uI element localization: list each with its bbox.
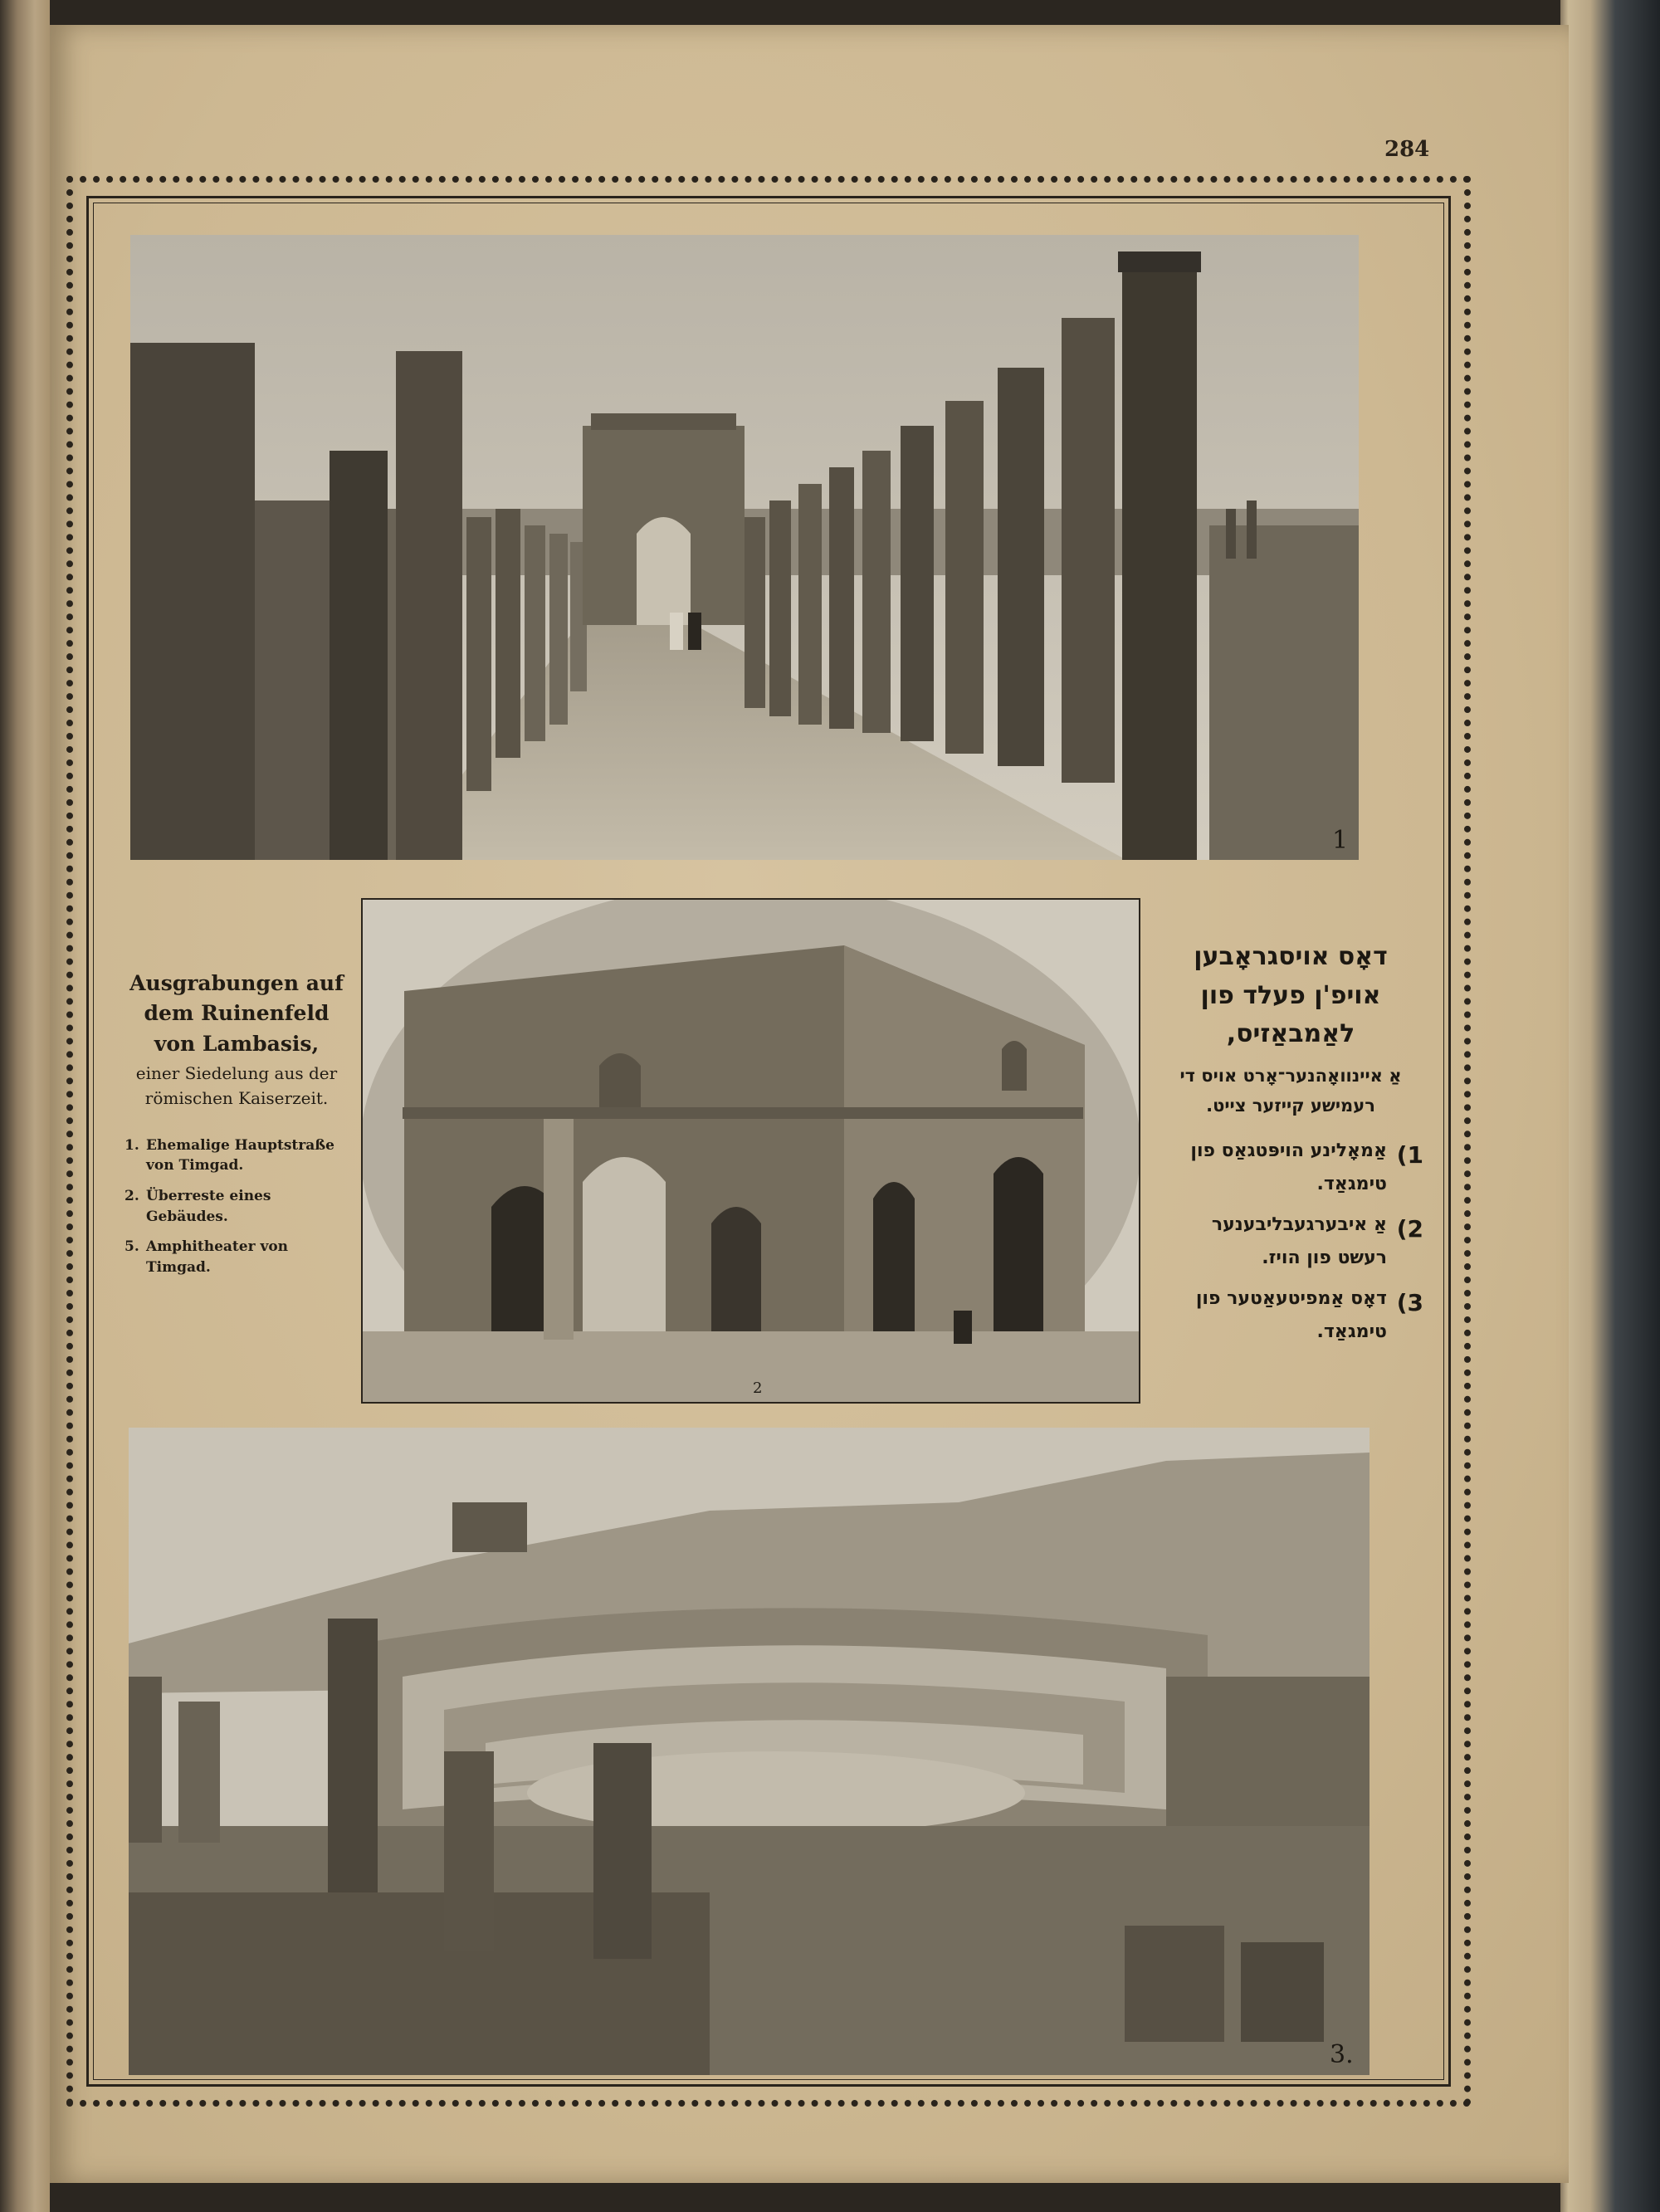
yiddish-item-number: 3) xyxy=(1396,1289,1423,1317)
german-caption-item xyxy=(124,1135,349,1176)
german-item-number: 1. xyxy=(124,1136,139,1154)
photo-number-1: 1 xyxy=(1332,826,1349,855)
yiddish-caption-item xyxy=(1158,1135,1423,1200)
german-item-text: Ehemalige Hauptstraße von Timgad. xyxy=(146,1136,334,1174)
photo-number-2: 2 xyxy=(753,1379,763,1397)
german-item-text: Amphitheater von Timgad. xyxy=(146,1238,289,1276)
yiddish-caption-title: דאָס אויסגראָבען אויפ'ן פעלד פון לאַמבאַזיס, xyxy=(1194,942,1388,1048)
photo-number-3: 3. xyxy=(1330,2040,1354,2069)
german-caption xyxy=(124,969,349,1288)
german-caption-item xyxy=(124,1237,349,1277)
yiddish-item-text: דאָס אַמפיטעאַטער פון טימגאַד. xyxy=(1195,1288,1387,1342)
german-item-text: Überreste eines Gebäudes. xyxy=(146,1188,271,1225)
yiddish-caption-item xyxy=(1158,1209,1423,1274)
page-number: 284 xyxy=(1384,137,1430,162)
photo-building-remains xyxy=(361,898,1140,1404)
german-caption-title: Ausgrabungen auf dem Ruinenfeld von Lambasis, xyxy=(129,971,344,1056)
german-item-number: 2. xyxy=(124,1188,139,1205)
yiddish-item-number: 1) xyxy=(1396,1141,1423,1169)
yiddish-caption-list xyxy=(1158,1135,1423,1349)
yiddish-caption-subtitle: אַ איינוואָהנער־אָרט אויס די רעמישע קייזער צייט. xyxy=(1179,1065,1402,1116)
yiddish-caption-item xyxy=(1158,1282,1423,1348)
german-item-number: 5. xyxy=(124,1238,139,1256)
book-spine-left xyxy=(0,0,50,2212)
book-edge-right xyxy=(1560,0,1660,2212)
yiddish-item-text: אַמאָלינע הויפּטגאַס פון טימגאַד. xyxy=(1190,1140,1387,1194)
german-caption-list xyxy=(124,1135,349,1278)
yiddish-item-text: אַ איבערגעבליבענער רעשט פון הויז. xyxy=(1211,1214,1387,1268)
german-caption-item xyxy=(124,1186,349,1227)
yiddish-item-number: 2) xyxy=(1396,1215,1423,1243)
yiddish-caption xyxy=(1158,938,1423,1357)
photo-amphitheater xyxy=(129,1428,1370,2075)
photo-colonnaded-street xyxy=(130,235,1359,860)
book-page xyxy=(50,25,1569,2183)
german-caption-subtitle: einer Siedelung aus der römischen Kaiserzeit. xyxy=(135,1062,338,1108)
